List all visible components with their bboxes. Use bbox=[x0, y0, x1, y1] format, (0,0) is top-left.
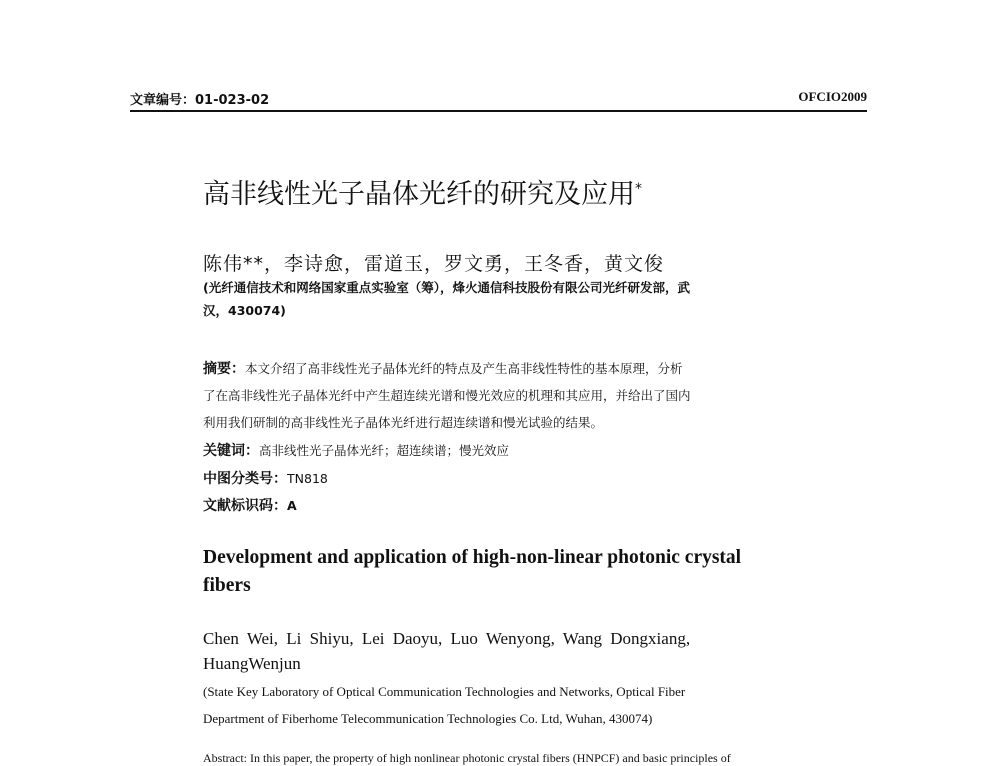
title-text: 高非线性光子晶体光纤的研究及应用 bbox=[203, 179, 635, 210]
english-authors-line: HuangWenjun bbox=[203, 654, 301, 673]
clc-value: TN818 bbox=[287, 471, 328, 486]
abstract-cn-line: 利用我们研制的高非线性光子晶体光纤进行超连续谱和慢光试验的结果。 bbox=[203, 415, 604, 430]
english-abstract-partial: Abstract: In this paper, the property of high nonlinear photonic crystal fibers (HNPCF) and basic principles of bbox=[203, 751, 731, 765]
keywords bbox=[203, 440, 509, 460]
authors-cn: 陈伟**，李诗愈，雷道玉，罗文勇，王冬香，黄文俊 bbox=[203, 253, 665, 275]
article-number: 文章编号：01-023-02 bbox=[130, 93, 270, 108]
document-code bbox=[203, 495, 297, 515]
abstract-cn-line: 了在高非线性光子晶体光纤中产生超连续光谱和慢光效应的机理和其应用，并给出了国内 bbox=[203, 388, 691, 403]
title-footnote-mark: * bbox=[635, 181, 642, 197]
clc-number bbox=[203, 468, 328, 488]
affiliation-cn-line: 汉，430074) bbox=[203, 303, 286, 318]
keywords-value: 高非线性光子晶体光纤；超连续谱；慢光效应 bbox=[259, 443, 510, 458]
english-affiliation-line: (State Key Laboratory of Optical Communication Technologies and Networks, Optical Fiber bbox=[203, 684, 686, 699]
abstract-text: 本文介绍了高非线性光子晶体光纤的特点及产生高非线性特性的基本原理，分析 bbox=[245, 361, 683, 376]
english-authors-line: Chen Wei, Li Shiyu, Lei Daoyu, Luo Wenyong, Wang Dongxiang, bbox=[203, 629, 691, 648]
clc-label: 中图分类号： bbox=[203, 471, 287, 487]
paper-title bbox=[203, 172, 642, 211]
keywords-label: 关键词： bbox=[203, 443, 259, 459]
english-title-line: fibers bbox=[203, 575, 251, 596]
doc-code-value: A bbox=[287, 498, 297, 513]
doc-code-label: 文献标识码： bbox=[203, 498, 287, 514]
affiliation-cn-line: (光纤通信技术和网络国家重点实验室（筹），烽火通信科技股份有限公司光纤研发部，武 bbox=[203, 280, 690, 295]
abstract-label: 摘要： bbox=[203, 361, 245, 377]
header-rule bbox=[130, 110, 867, 112]
english-affiliation-line: Department of Fiberhome Telecommunication Technologies Co. Ltd, Wuhan, 430074) bbox=[203, 711, 653, 726]
abstract-cn-line bbox=[203, 358, 683, 378]
conference-name: OFCIO2009 bbox=[798, 89, 867, 104]
english-title-line: Development and application of high-non-linear photonic crystal bbox=[203, 547, 742, 568]
